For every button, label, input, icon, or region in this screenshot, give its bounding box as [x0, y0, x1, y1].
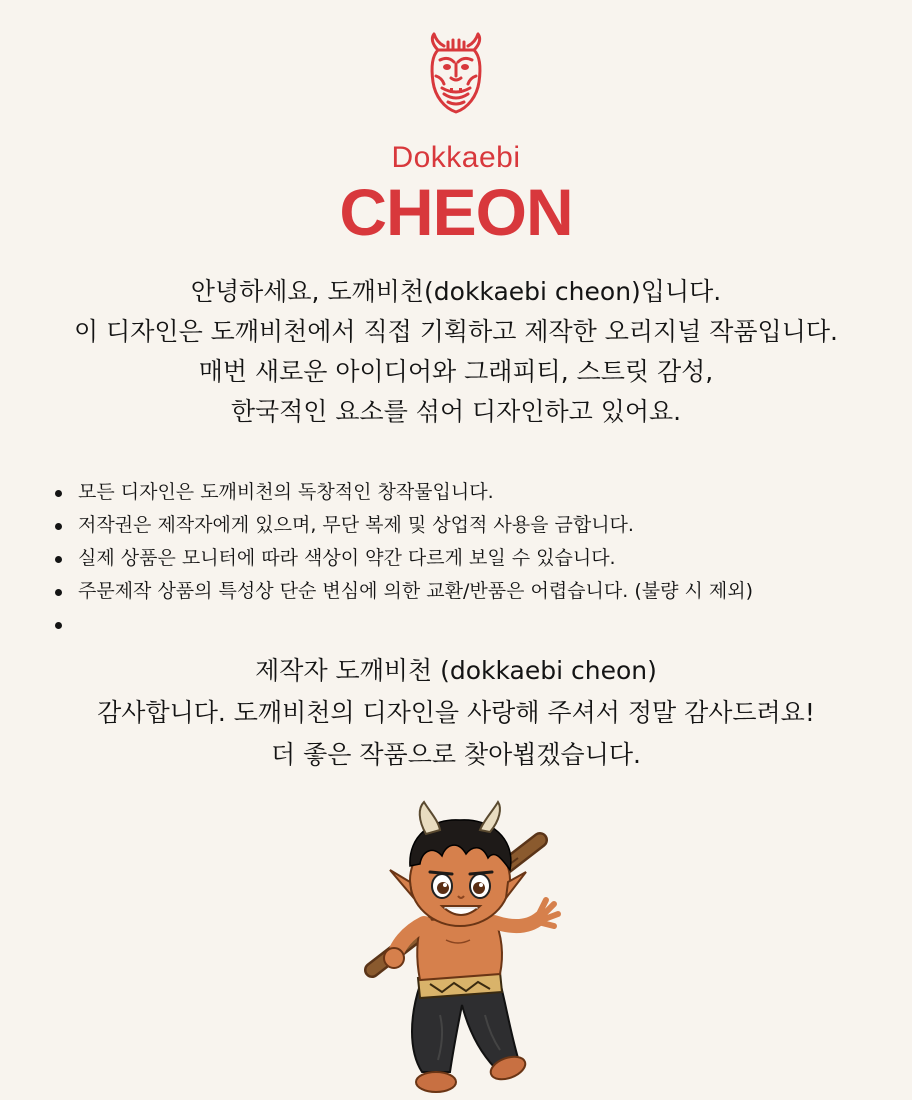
notice-item: 주문제작 상품의 특성상 단순 변심에 의한 교환/반품은 어렵습니다. (불량 시 제외) — [78, 575, 898, 608]
brand-subtitle: Dokkaebi — [391, 141, 521, 174]
intro-line: 매번 새로운 아이디어와 그래피티, 스트릿 감성, — [198, 357, 714, 386]
intro-line: 이 디자인은 도깨비천에서 직접 기획하고 제작한 오리지널 작품입니다. — [74, 317, 838, 346]
notice-item: 모든 디자인은 도깨비천의 독창적인 창작물입니다. — [78, 476, 898, 509]
dokkaebi-mask-icon — [424, 32, 488, 114]
notice-list — [78, 476, 898, 641]
notice-item: 실제 상품은 모니터에 따라 색상이 약간 다르게 보일 수 있습니다. — [78, 542, 898, 575]
intro-paragraph — [0, 272, 912, 432]
brand-title: CHEON — [339, 175, 573, 249]
notice-item: 저작권은 제작자에게 있으며, 무단 복제 및 상업적 사용을 금합니다. — [78, 509, 898, 542]
dokkaebi-character — [350, 800, 565, 1100]
notice-item — [78, 608, 898, 641]
outro-paragraph — [0, 650, 912, 776]
outro-line: 더 좋은 작품으로 찾아뵙겠습니다. — [271, 740, 641, 769]
outro-line: 제작자 도깨비천 (dokkaebi cheon) — [255, 656, 657, 685]
intro-line: 한국적인 요소를 섞어 디자인하고 있어요. — [230, 397, 682, 426]
outro-line: 감사합니다. 도깨비천의 디자인을 사랑해 주셔서 정말 감사드려요! — [97, 698, 815, 727]
intro-line: 안녕하세요, 도깨비천(dokkaebi cheon)입니다. — [190, 277, 722, 306]
